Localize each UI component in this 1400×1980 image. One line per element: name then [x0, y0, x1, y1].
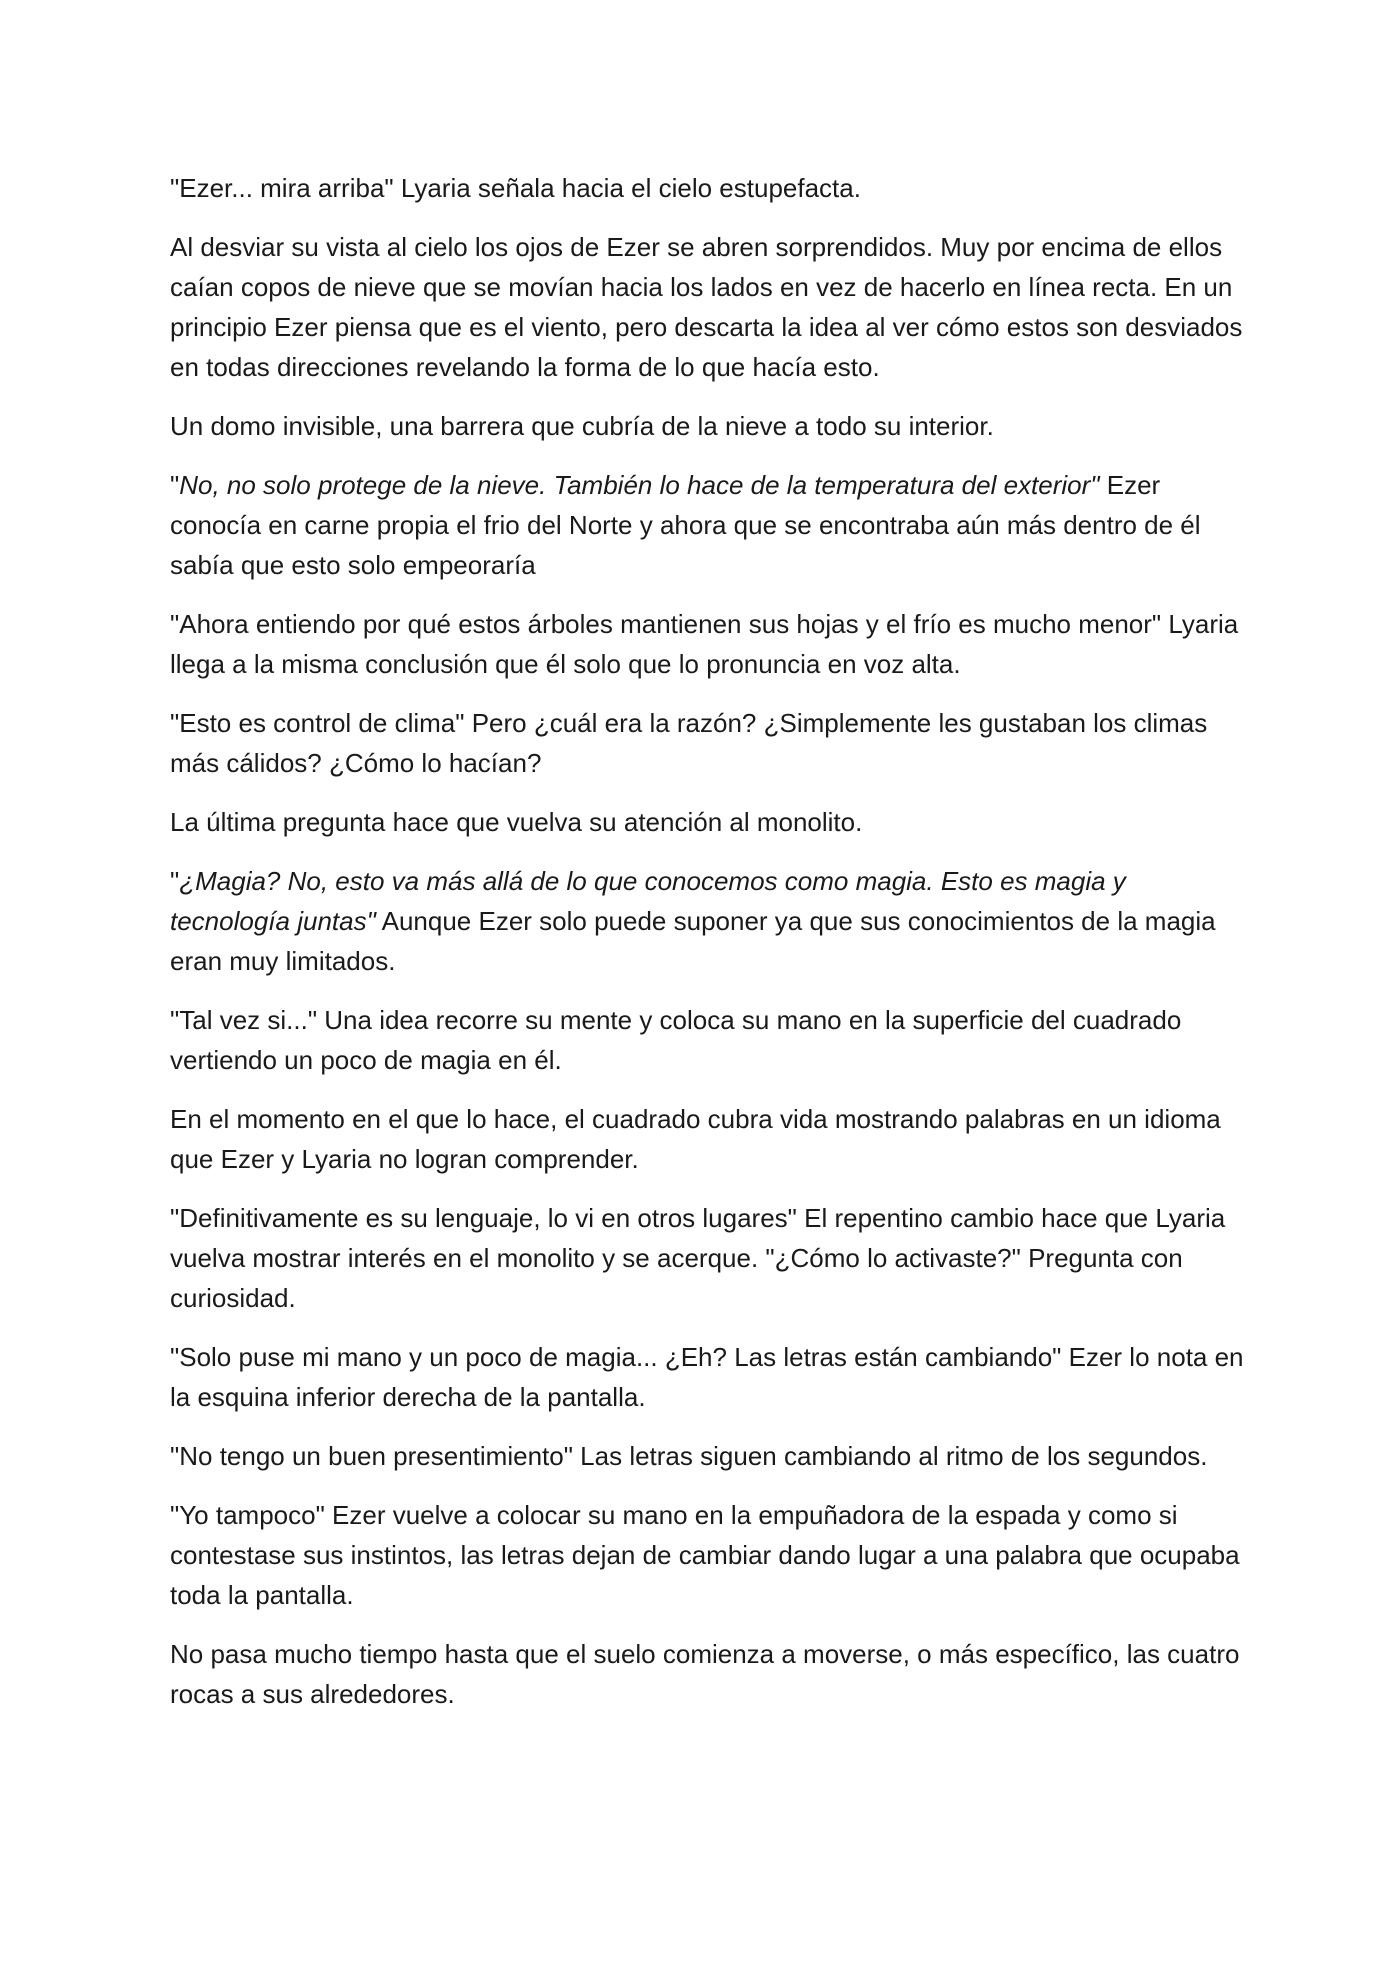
italic-text-segment: No, no solo protege de la nieve. También lo hace de la temperatura del exterior"	[179, 470, 1100, 500]
text-segment: En el momento en el que lo hace, el cuadrado cubra vida mostrando palabras en un idioma que Ezer y Lyaria no logran comprender.	[170, 1104, 1221, 1174]
text-segment: "Tal vez si..." Una idea recorre su mente y coloca su mano en la superficie del cuadrado vertiendo un poco de magia en él.	[170, 1005, 1182, 1075]
paragraph	[170, 1000, 1245, 1080]
paragraph	[170, 604, 1245, 684]
paragraph	[170, 1198, 1245, 1318]
text-segment: Al desviar su vista al cielo los ojos de Ezer se abren sorprendidos. Muy por encima de ellos caían copos de nieve que se movían hacia los lados en vez de hacerlo en línea recta. En un principio Ezer piensa que es el viento, pero descarta la idea al ver cómo estos son desviados en todas direcciones revelando la forma de lo que hacía esto.	[170, 232, 1243, 382]
paragraph	[170, 1495, 1245, 1615]
text-segment: Ezer conocía en carne propia el frio del Norte y ahora que se encontraba aún más dentro de él sabía que esto solo empeoraría	[170, 470, 1201, 580]
paragraph	[170, 1099, 1245, 1179]
paragraph	[170, 1337, 1245, 1417]
paragraph	[170, 168, 1245, 208]
paragraph	[170, 465, 1245, 585]
text-segment: "Esto es control de clima" Pero ¿cuál era la razón? ¿Simplemente les gustaban los climas más cálidos? ¿Cómo lo hacían?	[170, 708, 1208, 778]
paragraph	[170, 406, 1245, 446]
paragraph	[170, 227, 1245, 387]
paragraph	[170, 703, 1245, 783]
paragraph	[170, 802, 1245, 842]
text-segment: No pasa mucho tiempo hasta que el suelo comienza a moverse, o más específico, las cuatro rocas a sus alrededores.	[170, 1639, 1240, 1709]
text-segment: "Ahora entiendo por qué estos árboles mantienen sus hojas y el frío es mucho menor" Lyaria llega a la misma conclusión que él solo que lo pronuncia en voz alta.	[170, 609, 1239, 679]
text-segment: La última pregunta hace que vuelva su atención al monolito.	[170, 807, 863, 837]
text-segment: "No tengo un buen presentimiento" Las letras siguen cambiando al ritmo de los segundos.	[170, 1441, 1208, 1471]
italic-text-segment: ¿Magia? No, esto va más allá de lo que conocemos como magia. Esto es magia y tecnología juntas"	[170, 866, 1126, 936]
text-segment: Aunque Ezer solo puede suponer ya que sus conocimientos de la magia eran muy limitados.	[170, 906, 1216, 976]
document-body	[170, 168, 1245, 1733]
text-segment: "	[170, 470, 180, 500]
paragraph	[170, 861, 1245, 981]
text-segment: "Yo tampoco" Ezer vuelve a colocar su mano en la empuñadora de la espada y como si contestase sus instintos, las letras dejan de cambiar dando lugar a una palabra que ocupaba toda la pantalla.	[170, 1500, 1240, 1610]
paragraph	[170, 1634, 1245, 1714]
text-segment: "	[170, 866, 180, 896]
paragraph	[170, 1436, 1245, 1476]
text-segment: "Ezer... mira arriba" Lyaria señala hacia el cielo estupefacta.	[170, 173, 861, 203]
text-segment: Un domo invisible, una barrera que cubría de la nieve a todo su interior.	[170, 411, 994, 441]
text-segment: "Definitivamente es su lenguaje, lo vi en otros lugares" El repentino cambio hace que Lyaria vuelva mostrar interés en el monolito y se acerque. "¿Cómo lo activaste?" Pregunta con curiosidad.	[170, 1203, 1226, 1313]
text-segment: "Solo puse mi mano y un poco de magia... ¿Eh? Las letras están cambiando" Ezer lo nota en la esquina inferior derecha de la pantalla.	[170, 1342, 1244, 1412]
